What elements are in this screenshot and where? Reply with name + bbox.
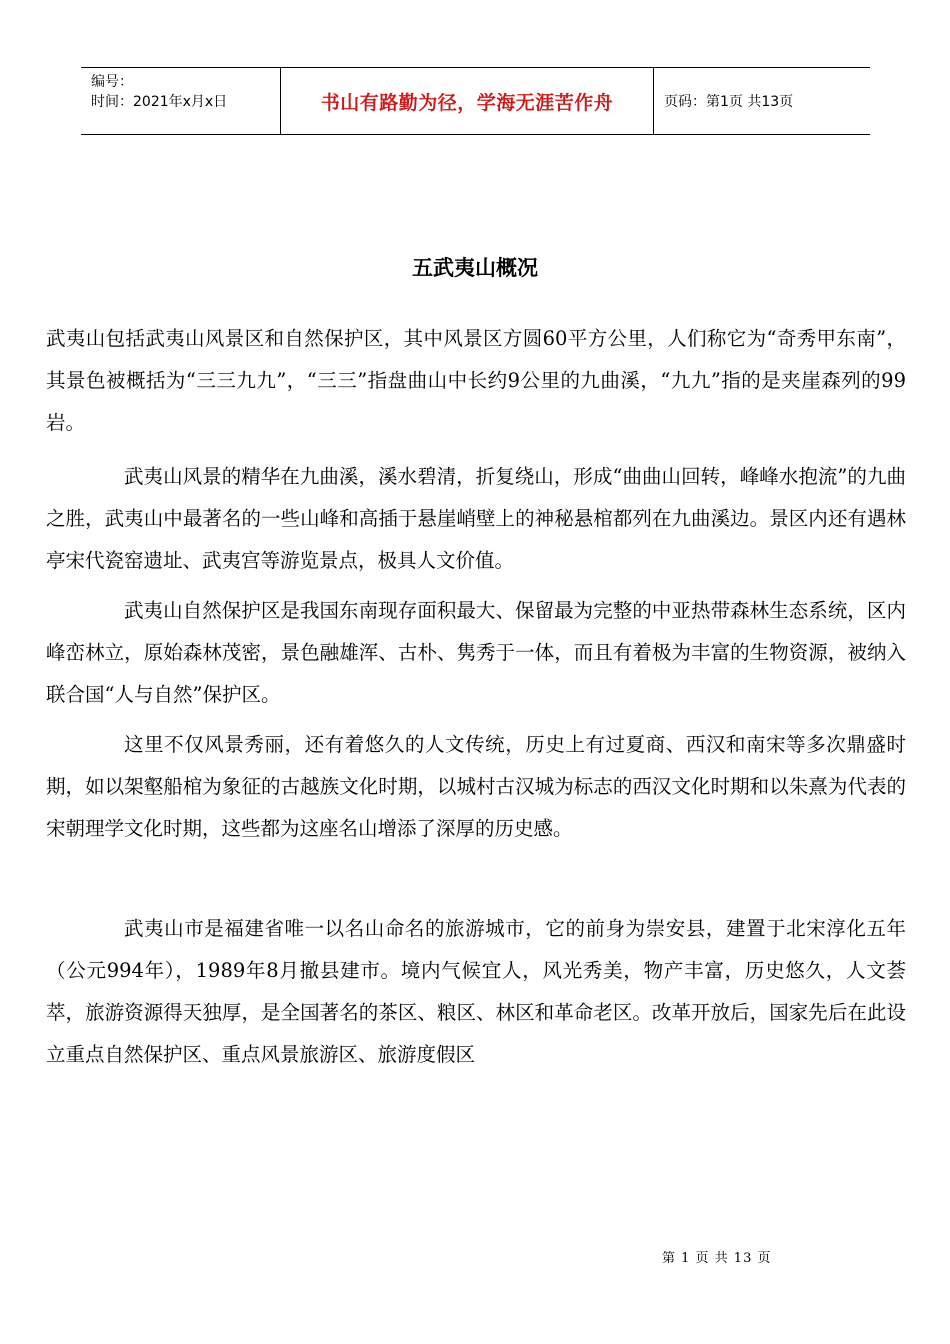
paragraph-4: 这里不仅风景秀丽，还有着悠久的人文传统，历史上有过夏商、西汉和南宋等多次鼎盛时期，如以架壑船棺为象征的古越族文化时期，以城村古汉城为标志的西汉文化时期和以朱熹为代表的宋朝理学文化时期，这些都为这座名山增添了深厚的历史感。 [46, 733, 906, 840]
paragraph-3: 武夷山自然保护区是我国东南现存面积最大、保留最为完整的中亚热带森林生态系统，区内峰峦林立，原始森林茂密，景色融雄浑、古朴、隽秀于一体，而且有着极为丰富的生物资源，被纳入联合国“人与自然”保护区。 [46, 599, 906, 706]
header-date-label: 时间：2021年x月x日 [91, 94, 228, 110]
header-page-info: 页码：第1页 共13页 [664, 94, 794, 110]
header-motto: 书山有路勤为径，学海无涯苦作舟 [281, 68, 654, 134]
page-title: 五武夷山概况 [412, 256, 538, 280]
document-header [81, 67, 870, 135]
paragraph-1: 武夷山包括武夷山风景区和自然保护区，其中风景区方圆60平方公里，人们称它为“奇秀甲东南”，其景色被概括为“三三九九”，“三三”指盘曲山中长约9公里的九曲溪，“九九”指的是夹崖森列的99岩。 [46, 327, 906, 434]
header-number-label: 编号： [91, 74, 133, 90]
document-body [46, 318, 906, 1076]
paragraph-2: 武夷山风景的精华在九曲溪，溪水碧清，折复绕山，形成“曲曲山回转，峰峰水抱流”的九曲之胜，武夷山中最著名的一些山峰和高插于悬崖峭壁上的神秘悬棺都列在九曲溪边。景区内还有遇林亭宋代瓷窑遗址、武夷宫等游览景点，极具人文价值。 [46, 465, 906, 572]
paragraph-5: 武夷山市是福建省唯一以名山命名的旅游城市，它的前身为崇安县，建置于北宋淳化五年（公元994年），1989年8月撤县建市。境内气候宜人，风光秀美，物产丰富，历史悠久，人文荟萃，旅游资源得天独厚，是全国著名的茶区、粮区、林区和革命老区。改革开放后，国家先后在此设立重点自然保护区、重点风景旅游区、旅游度假区 [46, 917, 906, 1066]
header-meta [81, 68, 281, 134]
page-footer: 第 1 页 共 13 页 [662, 1251, 772, 1266]
